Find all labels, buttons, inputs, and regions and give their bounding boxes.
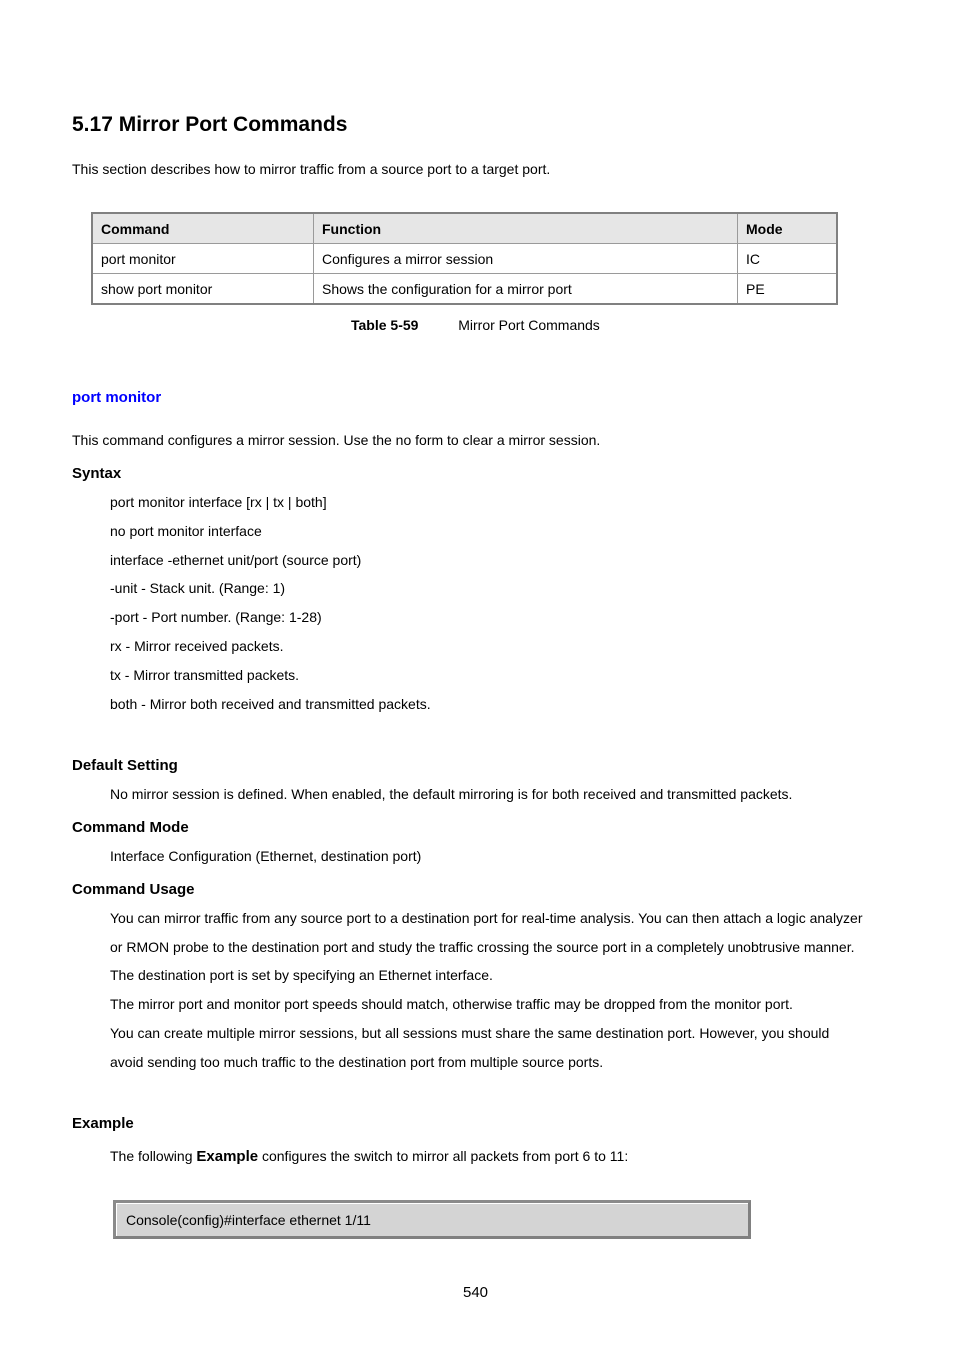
table-caption — [351, 317, 600, 333]
example-text — [110, 1148, 628, 1165]
table-cell: PE — [738, 274, 838, 305]
syntax-line: -port - Port number. (Range: 1-28) — [110, 609, 322, 625]
command-description: This command configures a mirror session. Use the no form to clear a mirror session. — [72, 432, 601, 448]
section-intro: This section describes how to mirror traffic from a source port to a target port. — [72, 161, 551, 177]
syntax-line: tx - Mirror transmitted packets. — [110, 667, 300, 683]
usage-line: You can mirror traffic from any source port to a destination port for real-time analysis. You can then attach a logic analyzer — [110, 910, 863, 926]
table-header-cell: Command — [92, 213, 314, 244]
console-text: Console(config)#interface ethernet 1/11 — [126, 1212, 371, 1228]
example-text-post: configures the switch to mirror all packets from port 6 to 11: — [258, 1148, 629, 1164]
syntax-line: rx - Mirror received packets. — [110, 638, 284, 654]
syntax-line: both - Mirror both received and transmitted packets. — [110, 696, 431, 712]
table-cell: Shows the configuration for a mirror port — [314, 274, 738, 305]
table-cell: port monitor — [92, 244, 314, 274]
table-cell: show port monitor — [92, 274, 314, 305]
table-header-cell: Mode — [738, 213, 838, 244]
example-heading: Example — [72, 1115, 134, 1132]
table-row — [92, 274, 837, 305]
usage-line: The destination port is set by specifying an Ethernet interface. — [110, 967, 493, 983]
syntax-line: -unit - Stack unit. (Range: 1) — [110, 580, 286, 596]
usage-line: You can create multiple mirror sessions, but all sessions must share the same destination port. However, you should — [110, 1025, 830, 1041]
command-mode-heading: Command Mode — [72, 819, 189, 836]
syntax-line: no port monitor interface — [110, 523, 262, 539]
syntax-line: interface -ethernet unit/port (source port) — [110, 552, 362, 568]
table-cell: IC — [738, 244, 838, 274]
command-usage-heading: Command Usage — [72, 881, 195, 898]
default-setting-text: No mirror session is defined. When enabled, the default mirroring is for both received and transmitted packets. — [110, 786, 793, 802]
usage-line: or RMON probe to the destination port and study the traffic crossing the source port in a completely unobtrusive manner. — [110, 939, 855, 955]
example-text-bold: Example — [196, 1148, 259, 1165]
page-number: 540 — [463, 1284, 489, 1301]
table-header-cell: Function — [314, 213, 738, 244]
command-mode-text: Interface Configuration (Ethernet, destination port) — [110, 848, 422, 864]
usage-line: avoid sending too much traffic to the destination port from multiple source ports. — [110, 1054, 604, 1070]
table-cell: Configures a mirror session — [314, 244, 738, 274]
table-caption-text: Mirror Port Commands — [458, 317, 600, 333]
table-header-row — [92, 213, 837, 244]
table-caption-label: Table 5-59 — [351, 317, 419, 333]
table-row — [92, 244, 837, 274]
command-title: port monitor — [72, 389, 162, 406]
console-box — [113, 1200, 751, 1239]
syntax-line: port monitor interface [rx | tx | both] — [110, 494, 327, 510]
section-heading: 5.17 Mirror Port Commands — [72, 113, 348, 136]
syntax-heading: Syntax — [72, 465, 122, 482]
default-setting-heading: Default Setting — [72, 757, 178, 774]
example-text-pre: The following — [110, 1148, 197, 1164]
usage-line: The mirror port and monitor port speeds should match, otherwise traffic may be dropped from the monitor port. — [110, 996, 793, 1012]
commands-table — [91, 212, 838, 305]
